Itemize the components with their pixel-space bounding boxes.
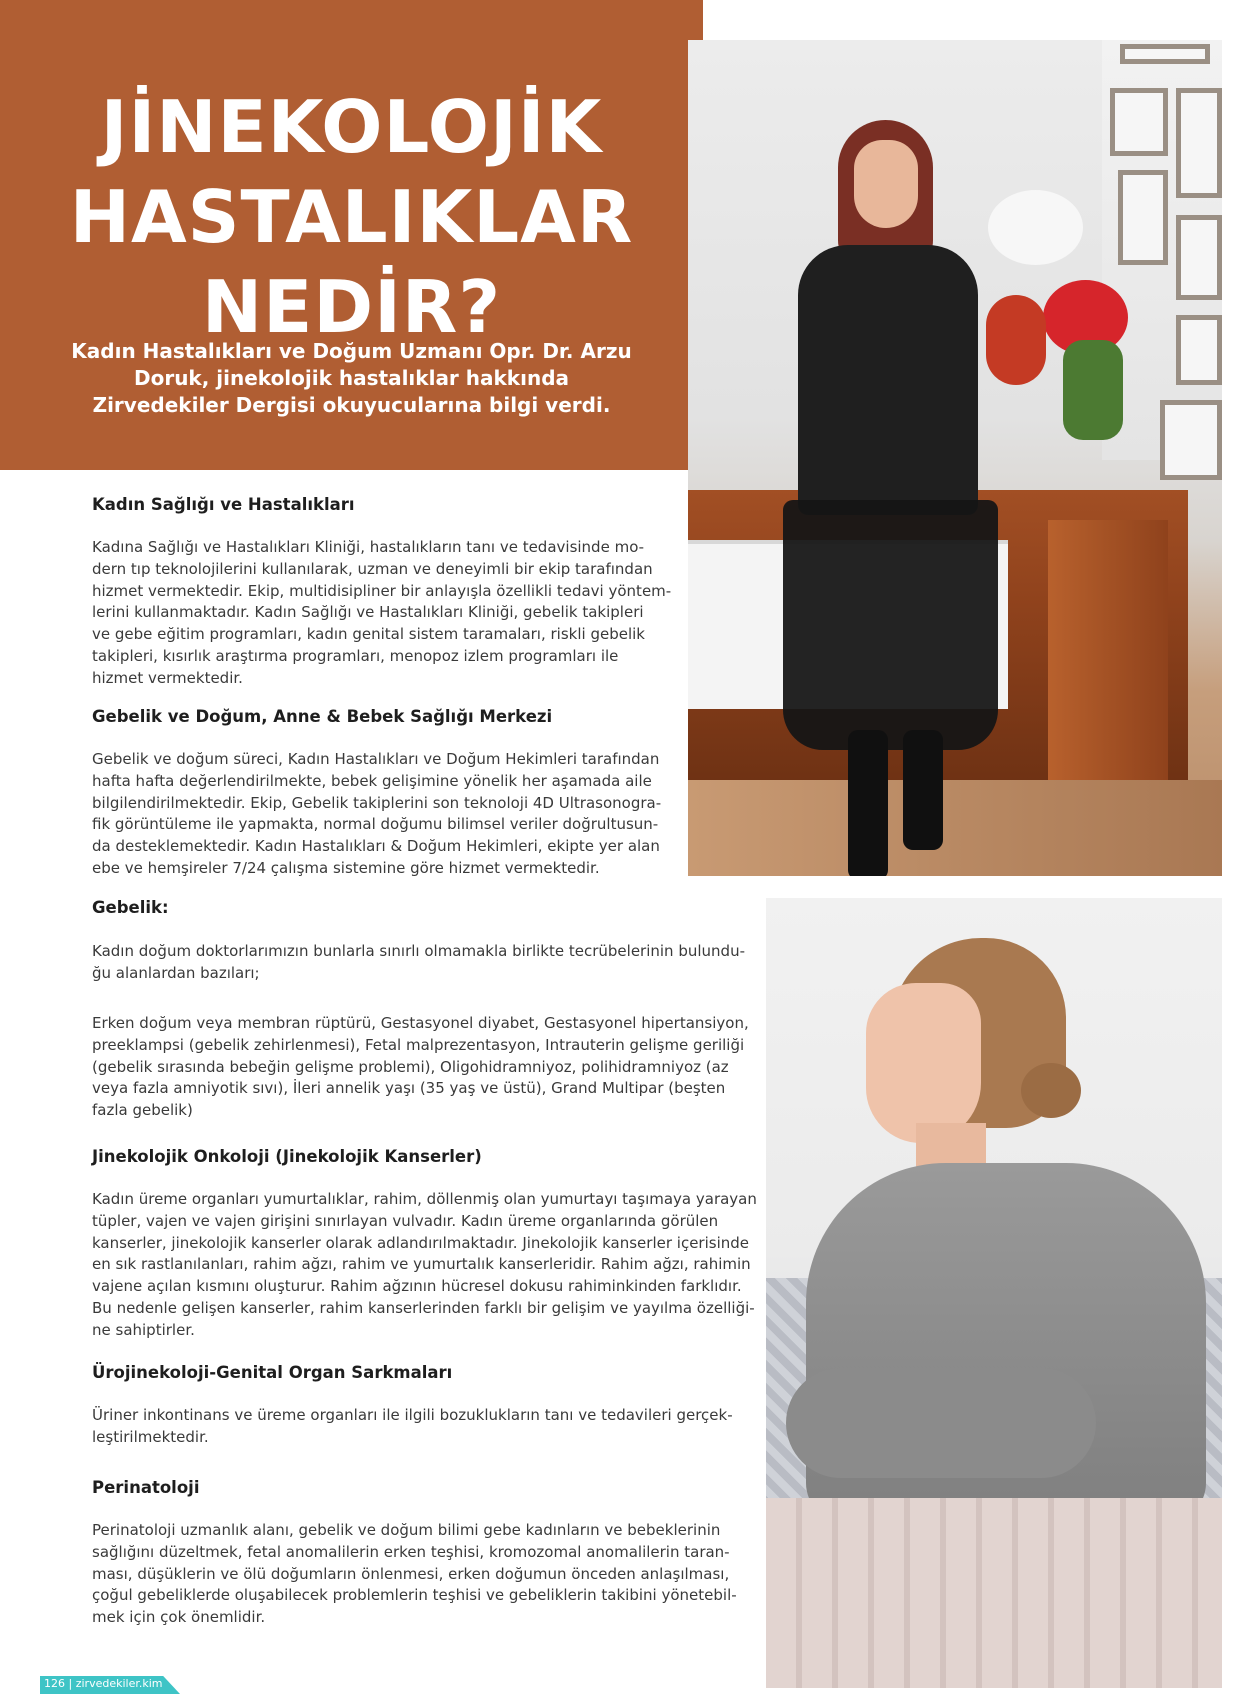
woman-pants xyxy=(766,1498,1222,1688)
section-paragraph xyxy=(92,537,671,690)
text-line: ne sahiptirler. xyxy=(92,1320,195,1339)
subtitle-line-2: Doruk, jinekolojik hastalıklar hakkında xyxy=(133,366,570,390)
section-heading: Gebelik: xyxy=(92,898,169,917)
woman-hair-bun xyxy=(1021,1063,1081,1118)
text-line: dern tıp teknolojilerini kullanılarak, uzman ve deneyimli bir ekip tarafından xyxy=(92,559,653,578)
title-block xyxy=(0,0,703,470)
doctor-boot xyxy=(903,730,943,850)
doctor-photo xyxy=(688,40,1222,876)
text-line: Perinatoloji uzmanlık alanı, gebelik ve doğum bilimi gebe kadınların ve bebeklerinin xyxy=(92,1521,721,1539)
page-title xyxy=(0,82,703,352)
certificate-frame xyxy=(1120,44,1210,64)
section-paragraph xyxy=(92,749,661,880)
section-paragraph xyxy=(92,941,745,985)
text-line: ebe ve hemşireler 7/24 çalışma sistemine göre hizmet vermektedir. xyxy=(92,858,600,877)
flower-arrangement xyxy=(986,295,1046,385)
section-heading: Jinekolojik Onkoloji (Jinekolojik Kanserler) xyxy=(92,1147,482,1166)
certificate-frame xyxy=(1160,400,1222,480)
certificate-frame xyxy=(1176,88,1222,198)
text-line: sağlığını düzeltmek, fetal anomalilerin erken teşhisi, kromozomal anomalilerin taran- xyxy=(92,1542,730,1561)
text-line: kanserler, jinekolojik kanserler olarak adlandırılmaktadır. Jinekolojik kanserler içerisinde xyxy=(92,1233,749,1252)
doctor-boot xyxy=(848,730,888,876)
text-line: ması, düşüklerin ve ölü doğumların önlenmesi, erken doğumun önceden anlaşılması, xyxy=(92,1564,730,1583)
footer-text xyxy=(44,1677,163,1690)
text-line: çoğul gebeliklerde oluşabilecek problemlerin teşhisi ve gebeliklerin takibini yönetebil- xyxy=(92,1586,737,1605)
text-line: tüpler, vajen ve vajen girişini sınırlayan vulvadır. Kadın üreme organlarında görülen xyxy=(92,1211,719,1230)
text-line: lerini kullanmaktadır. Kadın Sağlığı ve Hastalıkları Kliniği, gebelik takipleri xyxy=(92,603,644,622)
text-line: Kadına Sağlığı ve Hastalıkları Kliniği, hastalıkların tanı ve tedavisinde mo- xyxy=(92,538,645,556)
desk-side xyxy=(1048,520,1168,780)
text-line: (gebelik sırasında bebeğin gelişme problemi), Oligohidramniyoz, polihidramniyoz (az xyxy=(92,1057,729,1076)
certificate-frame xyxy=(1110,88,1168,156)
text-line: takipleri, kısırlık araştırma programları, menopoz izlem programları ile xyxy=(92,646,619,665)
doctor-face xyxy=(854,140,918,228)
text-line: veya fazla amniyotik sıvı), İleri annelik yaşı (35 yaş ve üstü), Grand Multipar (beşten xyxy=(92,1079,726,1098)
subtitle-line-3: Zirvedekiler Dergisi okuyucularına bilgi verdi. xyxy=(92,393,611,417)
text-line: Üriner inkontinans ve üreme organları ile ilgili bozuklukların tanı ve tedavileri gerçek- xyxy=(92,1406,733,1424)
orchid-flowers xyxy=(988,190,1083,265)
plant-leaves xyxy=(1063,340,1123,440)
text-line: preeklampsi (gebelik zehirlenmesi), Fetal malprezentasyon, Intrauterin gelişme geriliği xyxy=(92,1035,745,1054)
woman-face xyxy=(866,983,981,1143)
text-line: en sık rastlanılanları, rahim ağzı, rahim ve yumurtalık kanserleridir. Rahim ağzı, rahimin xyxy=(92,1255,751,1274)
text-line: mek için çok önemlidir. xyxy=(92,1608,266,1627)
text-line: fik görüntüleme ile yapmakta, normal doğumu bilimsel veriler doğrultusun- xyxy=(92,815,659,834)
section-paragraph xyxy=(92,1189,757,1342)
certificate-frame xyxy=(1118,170,1168,265)
text-line: Erken doğum veya membran rüptürü, Gestasyonel diyabet, Gestasyonel hipertansiyon, xyxy=(92,1014,749,1032)
section-heading: Ürojinekoloji-Genital Organ Sarkmaları xyxy=(92,1363,453,1382)
text-line: Gebelik ve doğum süreci, Kadın Hastalıkları ve Doğum Hekimleri tarafından xyxy=(92,750,660,768)
text-line: hafta hafta değerlendirilmekte, bebek gelişimine yönelik her aşamada aile xyxy=(92,771,652,790)
section-paragraph xyxy=(92,1013,749,1122)
text-line: bilgilendirilmektedir. Ekip, Gebelik takiplerini son teknoloji 4D Ultrasonogra- xyxy=(92,793,662,812)
title-line-3: NEDİR? xyxy=(201,265,502,349)
title-line-1: JİNEKOLOJİK xyxy=(100,85,603,169)
woman-arm xyxy=(786,1368,1096,1478)
certificate-frame xyxy=(1176,315,1222,385)
text-line: da desteklemektedir. Kadın Hastalıkları & Doğum Hekimleri, ekipte yer alan xyxy=(92,837,660,856)
text-line: Kadın üreme organları yumurtalıklar, rahim, döllenmiş olan yumurtayı taşımaya yarayan xyxy=(92,1190,757,1208)
woman-photo xyxy=(766,898,1222,1688)
text-line: hizmet vermektedir. Ekip, multidisipliner bir anlayışla özellikli tedavi yöntem- xyxy=(92,581,672,600)
section-heading: Gebelik ve Doğum, Anne & Bebek Sağlığı Merkezi xyxy=(92,707,553,726)
page-number: 126 xyxy=(44,1677,65,1690)
subtitle-line-1: Kadın Hastalıkları ve Doğum Uzmanı Opr. Dr. Arzu xyxy=(71,339,632,363)
certificate-frame xyxy=(1176,215,1222,300)
doctor-skirt xyxy=(783,500,998,750)
text-line: ve gebe eğitim programları, kadın genital sistem taramaları, riskli gebelik xyxy=(92,625,645,644)
text-line: hizmet vermektedir. xyxy=(92,668,243,687)
section-heading: Kadın Sağlığı ve Hastalıkları xyxy=(92,495,355,514)
page-footer xyxy=(40,1676,188,1696)
section-paragraph xyxy=(92,1520,737,1629)
section-paragraph xyxy=(92,1405,733,1449)
text-line: vajene açılan kısmını oluşturur. Rahim ağzının hücresel dokusu rahiminkinden farklıdır. xyxy=(92,1277,742,1296)
text-line: leştirilmektedir. xyxy=(92,1427,209,1446)
text-line: fazla gebelik) xyxy=(92,1101,193,1120)
text-line: ğu alanlardan bazıları; xyxy=(92,963,260,982)
section-heading: Perinatoloji xyxy=(92,1478,200,1497)
footer-separator: | xyxy=(68,1677,73,1690)
wood-floor xyxy=(688,780,1222,876)
doctor-sweater xyxy=(798,245,978,515)
text-line: Bu nedenle gelişen kanserler, rahim kanserlerinden farklı bir gelişim ve yayılma özelliği- xyxy=(92,1298,755,1317)
footer-site[interactable]: zirvedekiler.kim xyxy=(75,1677,163,1690)
title-line-2: HASTALIKLAR xyxy=(69,175,634,259)
page-subtitle xyxy=(0,338,703,419)
text-line: Kadın doğum doktorlarımızın bunlarla sınırlı olmamakla birlikte tecrübelerinin bulundu- xyxy=(92,942,745,960)
